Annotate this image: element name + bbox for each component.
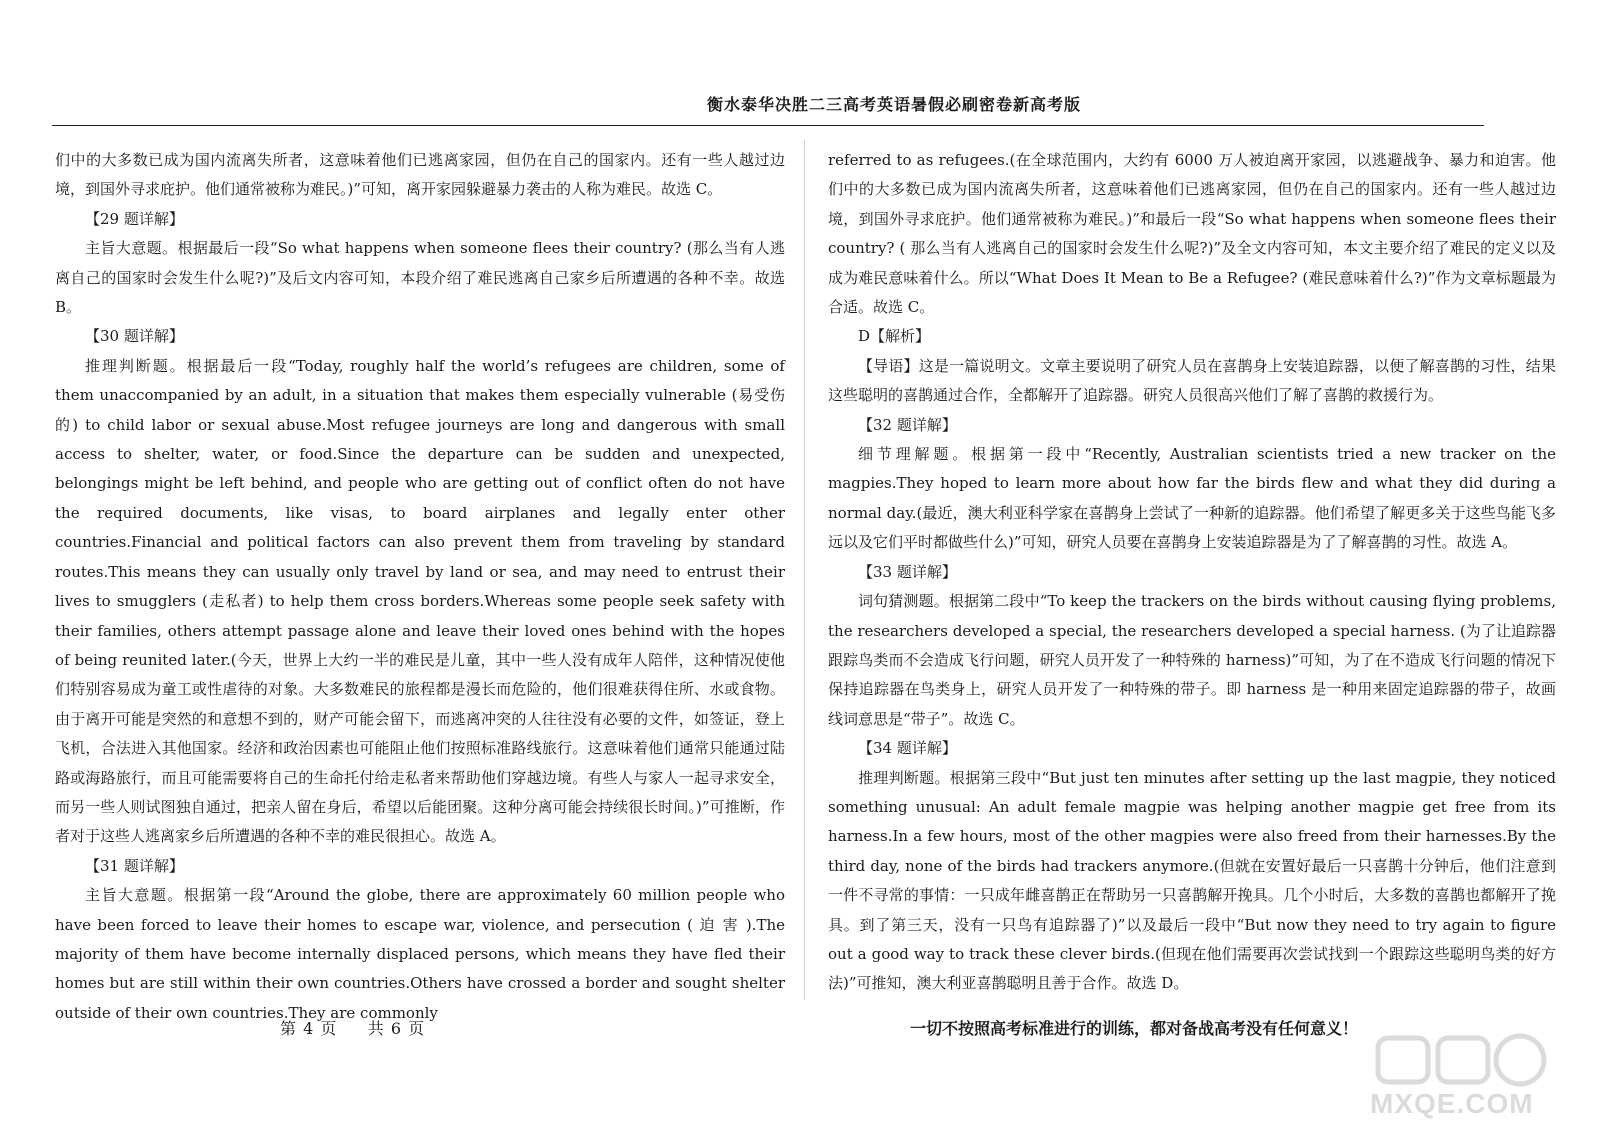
q31-explanation: 主旨大意题。根据第一段“Around the globe, there are approximately 60 million people who have been forced to leave their homes to escape war, violence, and persecution ( 迫 害 ).The majority of them have become internally displaced persons, which means they have fled their homes but are still within their own countries.Others have crossed a border and sought shelter outside of their own countries.They are commonly xyxy=(55,886,785,1022)
q32-heading: 【32 题详解】 xyxy=(858,415,957,434)
q32-explanation: 细节理解题。根据第一段中“Recently, Australian scientists tried a new tracker on the magpies.They hoped to learn more about how far the birds flew and what they did during a normal day.(最近，澳大利亚科学家在喜鹊身上尝试了一种新的追踪器。他们希望了解更多关于这些鸟能飞多远以及它们平时都做些什么)”可知，研究人员要在喜鹊身上安装追踪器是为了了解喜鹊的习性。故选 A。 xyxy=(828,445,1556,552)
column-divider xyxy=(804,140,805,1000)
left-column xyxy=(55,146,785,1028)
q34-explanation: 推理判断题。根据第三段中“But just ten minutes after setting up the last magpie, they noticed something unusual: An adult female magpie was helping another magpie get free from its harness.In a few hours, most of the other magpies were also freed from their harnesses.By the third day, none of the birds had trackers anymore.(但就在安置好最后一只喜鹊十分钟后，他们注意到一件不寻常的事情：一只成年雌喜鹊正在帮助另一只喜鹊解开挽具。几个小时后，大多数的喜鹊也都解开了挽具。到了第三天，没有一只鸟有追踪器了)”以及最后一段中“But now they need to try again to figure out a good way to track these clever birds.(但现在他们需要再次尝试找到一个跟踪这些聪明鸟类的好方法)”可推知，澳大利亚喜鹊聪明且善于合作。故选 D。 xyxy=(828,768,1556,993)
q33-explanation: 词句猜测题。根据第二段中“To keep the trackers on the birds without causing flying problems, the researchers developed a special, the researchers developed a special harness. (为了让追踪器跟踪鸟类而不会造成飞行问题，研究人员开发了一种特殊的 harness)”可知，为了在不造成飞行问题的情况下保持追踪器在鸟类身上，研究人员开发了一种特殊的带子。即 harness 是一种用来固定追踪器的带子，故画线词意思是“带子”。故选 C。 xyxy=(828,592,1556,728)
footer-motto: 一切不按照高考标准进行的训练，都对备战高考没有任何意义！ xyxy=(910,1019,1359,1038)
watermark-text: MXQE.COM xyxy=(1370,1088,1534,1119)
q29-explanation: 主旨大意题。根据最后一段“So what happens when someone flees their country? (那么当有人逃离自己的国家时会发生什么呢?)”及后文内容可知，本段介绍了难民逃离自己家乡后所遭遇的各种不幸。故选 B。 xyxy=(55,239,785,317)
q30-explanation: 推理判断题。根据最后一段“Today, roughly half the world’s refugees are children, some of them unaccompanied by an adult, in a situation that makes them especially vulnerable (易受伤的) to child labor or sexual abuse.Most refugee journeys are long and dangerous with small access to shelter, water, or food.Since the departure can be sudden and unexpected, belongings might be left behind, and people who are getting out of conflict often do not have the required documents, like visas, to board airplanes and legally enter other countries.Financial and political factors can also prevent them from traveling by standard routes.This means they can usually only travel by land or sea, and may need to entrust their lives to smugglers (走私者) to help them cross borders.Whereas some people seek safety with their families, others attempt passage alone and leave their loved ones behind with the hopes of being reunited later.(今天，世界上大约一半的难民是儿童，其中一些人没有成年人陪伴，这种情况使他们特别容易成为童工或性虐待的对象。大多数难民的旅程都是漫长而危险的，他们很难获得住所、水或食物。由于离开可能是突然的和意想不到的，财产可能会留下，而逃离冲突的人往往没有必要的文件，如签证，登上飞机，合法进入其他国家。经济和政治因素也可能阻止他们按照标准路线旅行。这意味着他们通常只能通过陆路或海路旅行，而且可能需要将自己的生命托付给走私者来帮助他们穿越边境。有些人与家人一起寻求安全，而另一些人则试图独自通过，把亲人留在身后，希望以后能团聚。这种分离可能会持续很长时间。)”可推断，作者对于这些人逃离家乡后所遭遇的各种不幸的难民很担心。故选 A。 xyxy=(55,356,785,846)
q33-heading: 【33 题详解】 xyxy=(858,562,957,581)
right-column xyxy=(828,146,1556,999)
watermark-icon xyxy=(1370,1030,1560,1090)
guide-paragraph: 【导语】这是一篇说明文。文章主要说明了研究人员在喜鹊身上安装追踪器，以便了解喜鹊的习性，结果这些聪明的喜鹊通过合作，全都解开了追踪器。研究人员很高兴他们了解了喜鹊的救援行为。 xyxy=(828,356,1556,405)
q34-heading: 【34 题详解】 xyxy=(858,739,957,758)
continued-paragraph: referred to as refugees.(在全球范围内，大约有 6000 万人被迫离开家园，以逃避战争、暴力和迫害。他们中的大多数已成为国内流离失所者，这意味着他们已逃离家园，但仍在自己的国家内。还有一些人越过边境，到国外寻求庇护。他们通常被称为难民。)”和最后一段“So what happens when someone flees their country? ( 那么当有人逃离自己的国家时会发生什么呢?)”及全文内容可知，本文主要介绍了难民的定义以及成为难民意味着什么。所以“What Does It Mean to Be a Refugee? (难民意味着什么?)”作为文章标题最为合适。故选 C。 xyxy=(828,151,1556,317)
header-rule xyxy=(52,125,1484,126)
q31-heading: 【31 题详解】 xyxy=(85,856,184,875)
page-header-title: 衡水泰华决胜二三高考英语暑假必刷密卷新高考版 xyxy=(706,95,1081,114)
intro-paragraph: 们中的大多数已成为国内流离失所者，这意味着他们已逃离家园，但仍在自己的国家内。还有一些人越过边境，到国外寻求庇护。他们通常被称为难民。)”可知，离开家园躲避暴力袭击的人称为难民。故选 C。 xyxy=(55,151,785,199)
q30-heading: 【30 题详解】 xyxy=(85,327,184,346)
page-number: 第 4 页 共 6 页 xyxy=(280,1019,426,1038)
watermark-logo xyxy=(1370,1030,1560,1120)
q29-heading: 【29 题详解】 xyxy=(85,209,184,228)
passage-d-heading: D【解析】 xyxy=(858,327,931,346)
